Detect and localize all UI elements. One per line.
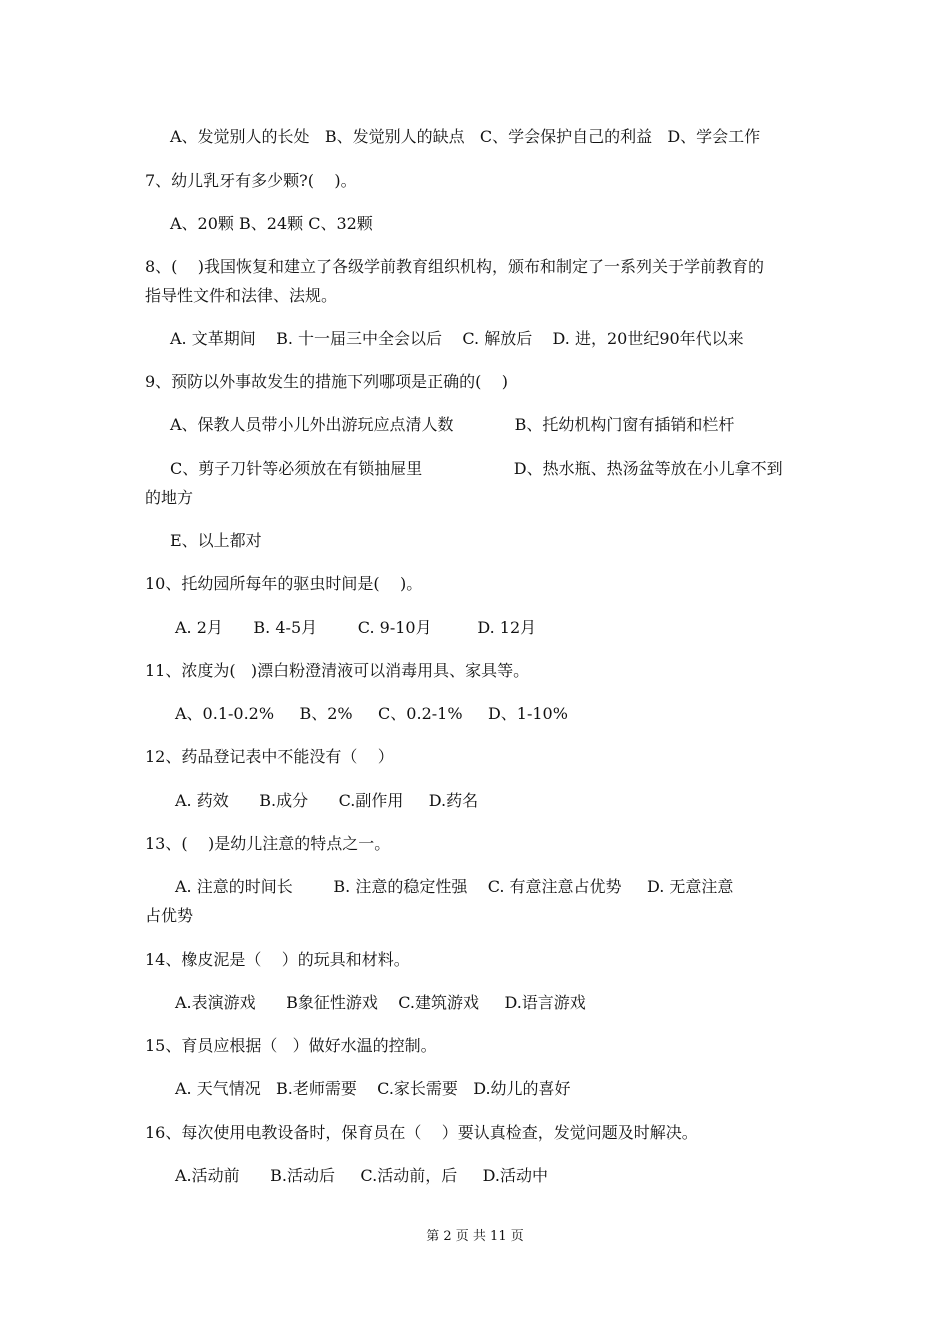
q9-options-cd-line1: C、剪子刀针等必须放在有锁抽屉里 D、热水瓶、热汤盆等放在小儿拿不到 xyxy=(170,459,783,478)
q12-options: A. 药效 B.成分 C.副作用 D.药名 xyxy=(175,791,479,810)
q10-options: A. 2月 B. 4-5月 C. 9-10月 D. 12月 xyxy=(175,618,537,637)
q13-options-line1: A. 注意的时间长 B. 注意的稳定性强 C. 有意注意占优势 D. 无意注意 xyxy=(175,877,734,896)
q13-options-line2: 占优势 xyxy=(145,906,194,925)
q8-stem-line2: 指导性文件和法律、法规。 xyxy=(145,286,338,305)
q7-stem: 7、幼儿乳牙有多少颗?( )。 xyxy=(145,171,357,190)
q9-option-e: E、以上都对 xyxy=(170,531,262,550)
q8-options: A. 文革期间 B. 十一届三中全会以后 C. 解放后 D. 进，20世纪90年代以来 xyxy=(170,329,744,348)
q11-options: A、0.1-0.2% B、2% C、0.2-1% D、1-10% xyxy=(175,704,568,723)
q14-options: A.表演游戏 B象征性游戏 C.建筑游戏 D.语言游戏 xyxy=(175,993,586,1012)
q9-options-ab: A、保教人员带小儿外出游玩应点清人数 B、托幼机构门窗有插销和栏杆 xyxy=(170,415,735,434)
page-number-footer: 第 2 页 共 11 页 xyxy=(426,1229,524,1244)
q16-stem: 16、每次使用电教设备时，保育员在（ ）要认真检查，发觉问题及时解决。 xyxy=(145,1123,698,1142)
q13-stem: 13、( )是幼儿注意的特点之一。 xyxy=(145,834,391,853)
q8-stem-line1: 8、( )我国恢复和建立了各级学前教育组织机构，颁布和制定了一系列关于学前教育的 xyxy=(145,257,765,276)
q11-stem: 11、浓度为( )漂白粉澄清液可以消毒用具、家具等。 xyxy=(145,661,530,680)
q14-stem: 14、橡皮泥是（ ）的玩具和材料。 xyxy=(145,950,410,969)
q6-options: A、发觉别人的长处 B、发觉别人的缺点 C、学会保护自己的利益 D、学会工作 xyxy=(170,127,761,146)
q7-options: A、20颗 B、24颗 C、32颗 xyxy=(170,214,373,233)
q10-stem: 10、托幼园所每年的驱虫时间是( )。 xyxy=(145,574,423,593)
q9-stem: 9、预防以外事故发生的措施下列哪项是正确的( ) xyxy=(145,372,509,391)
q12-stem: 12、药品登记表中不能没有（ ） xyxy=(145,747,394,766)
q9-options-cd-line2: 的地方 xyxy=(145,488,194,507)
q15-options: A. 天气情况 B.老师需要 C.家长需要 D.幼儿的喜好 xyxy=(175,1079,571,1098)
q16-options: A.活动前 B.活动后 C.活动前，后 D.活动中 xyxy=(175,1166,548,1185)
q15-stem: 15、育员应根据（ ）做好水温的控制。 xyxy=(145,1036,437,1055)
